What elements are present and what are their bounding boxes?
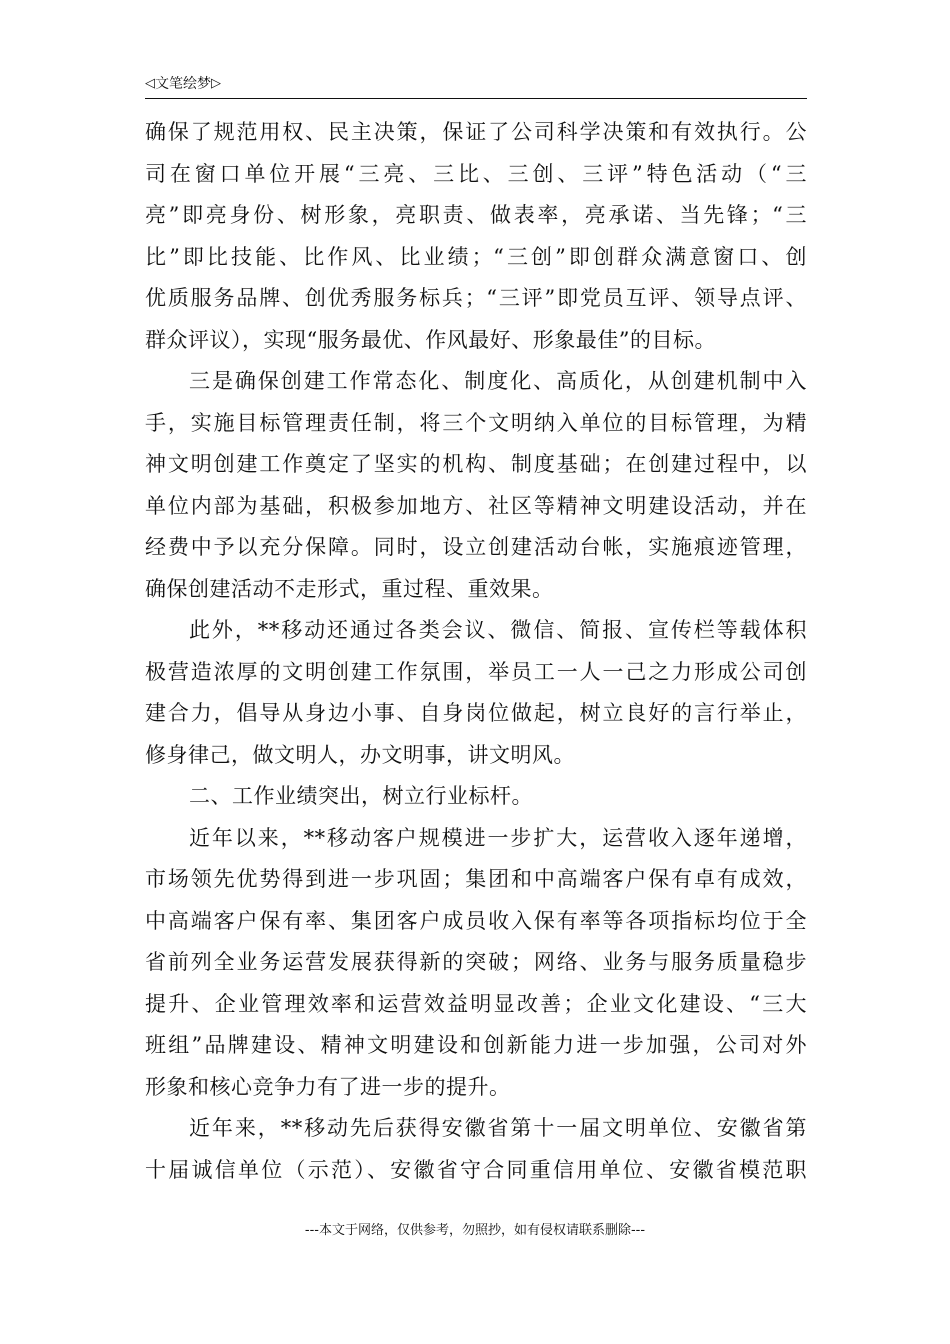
- text-line: 群众评议），实现“服务最优、作风最好、形象最佳”的目标。: [145, 327, 716, 352]
- text-line: 此外，**移动还通过各类会议、微信、简报、宣传栏等载体积: [189, 618, 807, 642]
- text-line: 单位内部为基础，积极参加地方、社区等精神文明建设活动，并在: [145, 493, 807, 518]
- text-line: 确保创建活动不走形式，重过程、重效果。: [145, 576, 554, 601]
- document-body: [145, 119, 807, 1198]
- footer-notice: ---本文于网络，仅供参考，勿照抄，如有侵权请联系删除---: [304, 1223, 646, 1238]
- text-line: 亮”即亮身份、树形象，亮职责、做表率，亮承诺、当先锋；“三: [145, 203, 807, 227]
- text-line: 极营造浓厚的文明创建工作氛围，举员工一人一己之力形成公司创: [145, 659, 807, 684]
- text-line: 神文明创建工作奠定了坚实的机构、制度基础；在创建过程中，以: [145, 452, 807, 476]
- text-line: 中高端客户保有率、集团客户成员收入保有率等各项指标均位于全: [145, 908, 807, 933]
- text-line: 手，实施目标管理责任制，将三个文明纳入单位的目标管理，为精: [145, 410, 807, 435]
- text-line: 十届诚信单位（示范）、安徽省守合同重信用单位、安徽省模范职: [145, 1157, 807, 1182]
- text-line: 建合力，倡导从身边小事、自身岗位做起，树立良好的言行举止，: [145, 701, 807, 725]
- text-line: 优质服务品牌、创优秀服务标兵；“三评”即党员互评、领导点评、: [145, 286, 807, 310]
- text-line: 修身律己，做文明人，办文明事，讲文明风。: [145, 742, 575, 767]
- text-line: 近年以来，**移动客户规模进一步扩大，运营收入逐年递增，: [189, 825, 807, 850]
- paragraph-2: [145, 368, 807, 617]
- text-line: 二、工作业绩突出，树立行业标杆。: [189, 784, 533, 808]
- section-heading: [145, 783, 807, 825]
- paragraph-1: [145, 119, 807, 368]
- text-line: 比”即比技能、比作风、比业绩；“三创”即创群众满意窗口、创: [145, 244, 807, 269]
- text-line: 经费中予以充分保障。同时，设立创建活动台帐，实施痕迹管理，: [145, 535, 807, 559]
- text-line: 确保了规范用权、民主决策，保证了公司科学决策和有效执行。公: [145, 120, 807, 144]
- text-line: 近年来，**移动先后获得安徽省第十一届文明单位、安徽省第: [189, 1116, 807, 1140]
- right-triangle-icon: ▷: [211, 76, 221, 91]
- text-line: 提升、企业管理效率和运营效益明显改善；企业文化建设、“三大: [145, 991, 807, 1016]
- left-triangle-icon: ◁: [145, 76, 155, 91]
- page-header: [145, 74, 807, 99]
- paragraph-5: [145, 1115, 807, 1198]
- text-line: 省前列全业务运营发展获得新的突破；网络、业务与服务质量稳步: [145, 950, 807, 974]
- text-line: 市场领先优势得到进一步巩固；集团和中高端客户保有卓有成效，: [145, 867, 807, 891]
- text-line: 班组”品牌建设、精神文明建设和创新能力进一步加强，公司对外: [145, 1033, 807, 1057]
- text-line: 形象和核心竞争力有了进一步的提升。: [145, 1074, 511, 1099]
- paragraph-3: [145, 617, 807, 783]
- paragraph-4: [145, 825, 807, 1116]
- text-line: 三是确保创建工作常态化、制度化、高质化，从创建机制中入: [189, 369, 807, 393]
- header-title: 文笔绘梦: [155, 76, 211, 92]
- text-line: 司在窗口单位开展“三亮、三比、三创、三评”特色活动（“三: [145, 161, 807, 186]
